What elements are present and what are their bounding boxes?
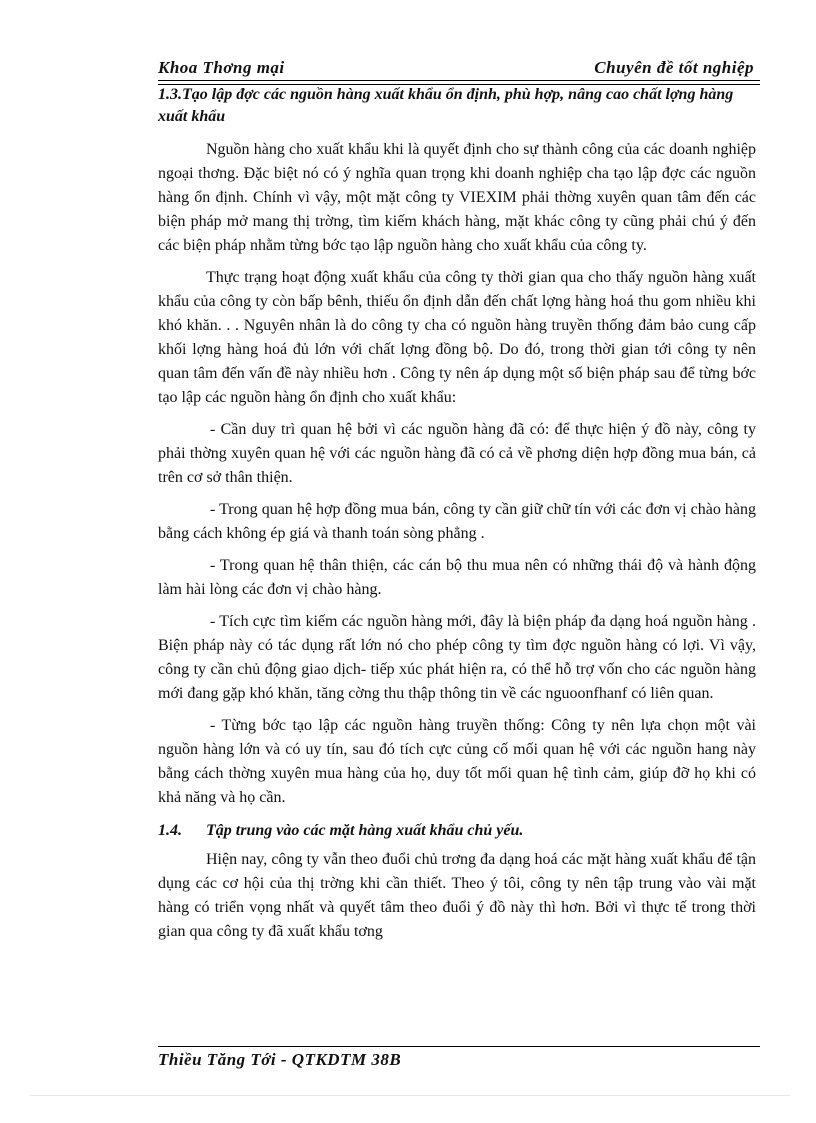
- paragraph: Nguồn hàng cho xuất khẩu khi là quyết định cho sự thành công của các doanh nghiệp ngoại thơng. Đặc biệt nó có ý nghĩa quan trọng khi doanh nghiệp cha tạo lập đợc các nguồn hàng ổn định. Chính vì vậy, một mặt công ty VIEXIM phải thờng xuyên quan tâm đến các biện pháp mở mang thị trờng, tìm kiếm khách hàng, mặt khác công ty cũng phải chú ý đến các biện pháp nhằm từng bớc tạo lập nguồn hàng cho xuất khẩu của công ty.: [158, 141, 756, 254]
- page-footer: Thiều Tăng Tới - QTKDTM 38B: [158, 1050, 402, 1069]
- bullet-item: - Từng bớc tạo lập các nguồn hàng truyền thống: Công ty nên lựa chọn một vài nguồn hàng lớn và có uy tín, sau đó tích cực củng cố mối quan hệ với các nguồn hang này bằng cách thờng xuyên mua hàng của họ, duy tốt mối quan hệ tình cảm, giúp đỡ họ khi có khả năng và họ cần.: [158, 717, 756, 806]
- bullet-item: - Trong quan hệ hợp đồng mua bán, công ty cần giữ chữ tín với các đơn vị chào hàng bằng cách không ép giá và thanh toán sòng phẳng .: [158, 501, 756, 542]
- section-number: 1.4.: [158, 822, 182, 839]
- bullet-item: - Tích cực tìm kiếm các nguồn hàng mới, đây là biện pháp đa dạng hoá nguồn hàng . Biện pháp này có tác dụng rất lớn nó cho phép công ty tìm đợc nguồn hàng có lợi. Vì vậy, công ty cần chủ động giao dịch- tiếp xúc phát hiện ra, có thể hỗ trợ vốn cho các nguồn hàng mới đang gặp khó khăn, tăng cờng thu thập thông tin về các nguoonfhanf có liên quan.: [158, 613, 756, 702]
- paragraph: Thực trạng hoạt động xuất khẩu của công ty thời gian qua cho thấy nguồn hàng xuất khẩu của công ty còn bấp bênh, thiếu ổn định dẫn đến chất lợng hàng hoá thu gom nhiều khi khó khăn. . . Nguyên nhân là do công ty cha có nguồn hàng truyền thống đảm bảo cung cấp khối lợng hàng hoá đủ lớn với chất lợng đồng bộ. Do đó, trong thời gian tới công ty nên quan tâm đến vấn đề này nhiều hơn . Công ty nên áp dụng một số biện pháp sau để từng bớc tạo lập các nguồn hàng ổn định cho xuất khẩu:: [158, 269, 756, 406]
- header-faculty: Khoa Thơng mại: [158, 58, 285, 77]
- footer-rule: [158, 1046, 760, 1047]
- section-heading-1-4: [158, 820, 756, 842]
- header-rule: [158, 80, 760, 81]
- bullet-item: - Trong quan hệ thân thiện, các cán bộ thu mua nên có những thái độ và hành động làm hài lòng các đơn vị chào hàng.: [158, 557, 756, 598]
- section-heading-1-3: 1.3.Tạo lập đợc các nguồn hàng xuất khẩu ổn định, phù hợp, nâng cao chất lợng hàng xuất khẩu: [158, 86, 734, 125]
- document-body: [158, 84, 756, 952]
- section-title: Tập trung vào các mặt hàng xuất khẩu chủ yếu.: [206, 822, 524, 839]
- page-edge-line: [30, 1095, 790, 1096]
- bullet-item: - Cần duy trì quan hệ bởi vì các nguồn hàng đã có: để thực hiện ý đồ này, công ty phải thờng xuyên quan hệ với các nguồn hàng đã có cả về phơng diện hợp đồng mua bán, cả trên cơ sở thân thiện.: [158, 421, 756, 486]
- paragraph: Hiện nay, công ty vẫn theo đuổi chủ trơng đa dạng hoá các mặt hàng xuất khẩu để tận dụng các cơ hội của thị trờng khi cần thiết. Theo ý tôi, công ty nên tập trung vào vài mặt hàng có triển vọng nhất và quyết tâm theo đuổi ý đồ này thì hơn. Bởi vì thực tế trong thời gian qua công ty đã xuất khẩu tơng: [158, 851, 756, 940]
- header-report-type: Chuyên đề tốt nghiệp: [594, 58, 754, 77]
